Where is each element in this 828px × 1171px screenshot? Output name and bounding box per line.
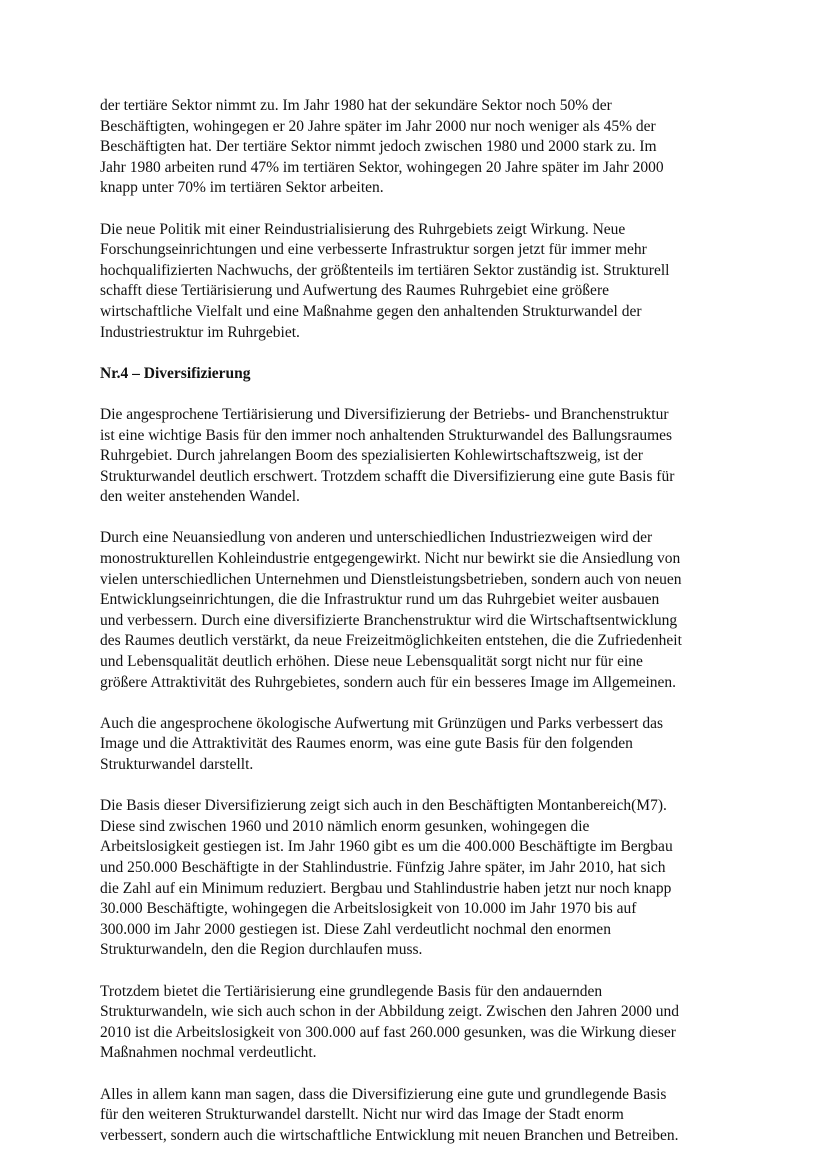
text-line: hochqualifizierten Nachwuchs, der größtenteils im tertiären Sektor zuständig ist. Strukturell (100, 261, 670, 279)
text-line: und Lebensqualität deutlich erhöhen. Diese neue Lebensqualität sorgt nicht nur für eine (100, 653, 643, 671)
text-line: die Zahl auf ein Minimum reduziert. Bergbau und Stahlindustrie haben jetzt nur noch knapp (100, 879, 672, 897)
text-line: Strukturwandeln, wie sich auch schon in der Abbildung zeigt. Zwischen den Jahren 2000 und (100, 1003, 679, 1021)
text-line: Image und die Attraktivität des Raumes enorm, was eine gute Basis für den folgenden (100, 735, 633, 753)
text-line: Diese sind zwischen 1960 und 2010 nämlich enorm gesunken, wohingegen die (100, 817, 590, 835)
text-line: 300.000 im Jahr 2000 gestiegen ist. Diese Zahl verdeutlicht nochmal den enormen (100, 920, 611, 938)
paragraph (100, 1085, 740, 1147)
paragraph (100, 982, 740, 1064)
text-line: größere Attraktivität des Ruhrgebietes, sondern auch für ein besseres Image im Allgemeinen. (100, 673, 677, 691)
text-line: für den weiteren Strukturwandel darstellt. Nicht nur wird das Image der Stadt enorm (100, 1106, 624, 1124)
text-line: knapp unter 70% im tertiären Sektor arbeiten. (100, 179, 384, 197)
paragraph (100, 796, 740, 961)
section-after-heading (100, 405, 740, 1146)
text-line: 2010 ist die Arbeitslosigkeit von 300.000 auf fast 260.000 gesunken, was die Wirkung dieser (100, 1023, 676, 1041)
text-line: Strukturwandeln, den die Region durchlaufen muss. (100, 941, 423, 959)
paragraph (100, 714, 740, 776)
paragraph (100, 528, 740, 693)
text-line: Die Basis dieser Diversifizierung zeigt sich auch in den Beschäftigten Montanbereich(M7). (100, 797, 667, 815)
text-line: Maßnahmen nochmal verdeutlicht. (100, 1044, 317, 1062)
text-line: Arbeitslosigkeit gestiegen ist. Im Jahr 1960 gibt es um die 400.000 Beschäftigte im Bergbau (100, 838, 673, 856)
text-line: Durch eine Neuansiedlung von anderen und unterschiedlichen Industriezweigen wird der (100, 529, 653, 547)
text-line: Beschäftigten hat. Der tertiäre Sektor nimmt jedoch zwischen 1980 und 2000 stark zu. Im (100, 138, 657, 156)
paragraph (100, 220, 740, 344)
text-line: verbessert, sondern auch die wirtschaftliche Entwicklung mit neuen Branchen und Betreiben. (100, 1126, 679, 1144)
text-line: Strukturwandel deutlich erschwert. Trotzdem schafft die Diversifizierung eine gute Basis für (100, 467, 675, 485)
text-line: der tertiäre Sektor nimmt zu. Im Jahr 1980 hat der sekundäre Sektor noch 50% der (100, 97, 612, 114)
text-line: Industriestruktur im Ruhrgebiet. (100, 323, 300, 341)
text-line: monostrukturellen Kohleindustrie entgegengewirkt. Nicht nur bewirkt sie die Ansiedlung von (100, 550, 681, 568)
paragraph (100, 96, 740, 199)
section-heading: Nr.4 – Diversifizierung (100, 364, 251, 382)
text-line: wirtschaftliche Vielfalt und eine Maßnahme gegen den anhaltenden Strukturwandel der (100, 302, 642, 320)
text-line: schafft diese Tertiärisierung und Aufwertung des Raumes Ruhrgebiet eine größere (100, 282, 609, 300)
text-line: Forschungseinrichtungen und eine verbesserte Infrastruktur sorgen jetzt für immer mehr (100, 241, 647, 259)
text-line: Jahr 1980 arbeiten rund 47% im tertiären Sektor, wohingegen 20 Jahre später im Jahr 2000 (100, 158, 664, 176)
text-line: Entwicklungseinrichtungen, die die Infrastruktur rund um das Ruhrgebiet weiter ausbauen (100, 591, 660, 609)
text-line: 30.000 Beschäftigte, wohingegen die Arbeitslosigkeit von 10.000 im Jahr 1970 bis auf (100, 900, 637, 918)
document-page (100, 96, 740, 1167)
text-line: Alles in allem kann man sagen, dass die Diversifizierung eine gute und grundlegende Basis (100, 1085, 667, 1103)
text-line: vielen unterschiedlichen Unternehmen und Dienstleistungsbetrieben, sondern auch von neuen (100, 570, 682, 588)
text-line: Trotzdem bietet die Tertiärisierung eine grundlegende Basis für den andauernden (100, 982, 603, 1000)
text-line: Strukturwandel darstellt. (100, 756, 254, 773)
text-line: Beschäftigten, wohingegen er 20 Jahre später im Jahr 2000 nur noch weniger als 45% der (100, 117, 656, 135)
text-line: Auch die angesprochene ökologische Aufwertung mit Grünzügen und Parks verbessert das (100, 714, 664, 732)
text-line: Die angesprochene Tertiärisierung und Diversifizierung der Betriebs- und Branchenstruktur (100, 405, 669, 423)
paragraph (100, 405, 740, 508)
text-line: des Raumes deutlich verstärkt, da neue Freizeitmöglichkeiten entstehen, die die Zufriedenheit (100, 632, 682, 650)
text-line: ist eine wichtige Basis für den immer noch anhaltenden Strukturwandel des Ballungsraumes (100, 426, 673, 444)
text-line: Ruhrgebiet. Durch jahrelangen Boom des spezialisierten Kohlewirtschaftszweig, ist der (100, 447, 643, 465)
text-line: und 250.000 Beschäftigte in der Stahlindustrie. Fünfzig Jahre später, im Jahr 2010, hat sich (100, 858, 666, 876)
text-line: Die neue Politik mit einer Reindustrialisierung des Ruhrgebiets zeigt Wirkung. Neue (100, 220, 626, 238)
text-line: und verbessern. Durch eine diversifizierte Branchenstruktur wird die Wirtschaftsentwicklung (100, 611, 678, 629)
section-before-heading (100, 96, 740, 343)
text-line: den weiter anstehenden Wandel. (100, 488, 300, 506)
